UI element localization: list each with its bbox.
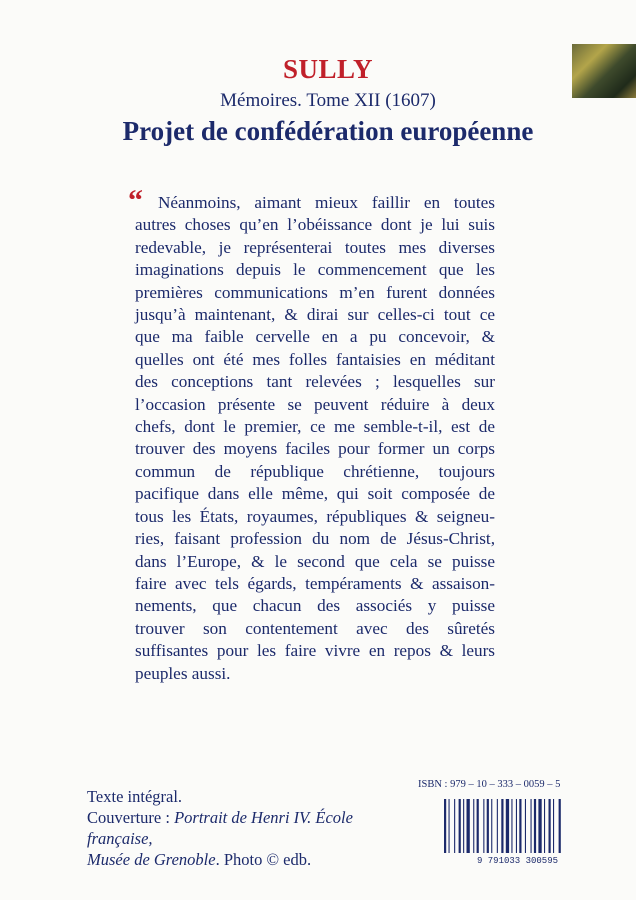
barcode-bar xyxy=(497,799,498,853)
quote-line: tous les États, royaumes, républiques & seigneu- xyxy=(135,506,495,526)
photo-credit: edb. xyxy=(283,850,312,869)
barcode-bar xyxy=(525,799,526,853)
barcode-digits: 9 791033 300595 xyxy=(476,856,559,865)
edition-note: Texte intégral. xyxy=(87,787,183,806)
quote-line: pacifique dans elle même, qui soit composée de xyxy=(135,484,495,504)
barcode-bar xyxy=(506,799,509,853)
quote-line: suffisantes pour les faire vivre en repos & leurs xyxy=(135,641,495,661)
cover-credit-line xyxy=(87,807,417,849)
quote-line: jusqu’à maintenant, & dirai sur celles-ci tout ce xyxy=(135,305,495,325)
quote-line: imaginations depuis le commencement que les xyxy=(135,260,495,280)
quote-line: ries, faisant profession du nom de Jésus-Christ, xyxy=(135,529,495,549)
quote-open-mark: “ xyxy=(128,184,143,217)
cover-work: Portrait de Henri IV. École française, xyxy=(87,808,353,848)
barcode-bar xyxy=(463,799,464,853)
cover-label: Couverture : xyxy=(87,808,170,827)
quote-line: nements, que chacun des associés y puisse xyxy=(135,596,495,616)
barcode-bar xyxy=(538,799,541,853)
barcode-bar xyxy=(501,799,503,853)
barcode-bar xyxy=(531,799,532,853)
quote-line: des conceptions tant relevées ; lesquelles sur xyxy=(135,372,495,392)
barcode-bar xyxy=(487,799,489,853)
isbn-text: ISBN : 979 – 10 – 333 – 0059 – 5 xyxy=(418,779,561,790)
barcode-bar xyxy=(491,799,492,853)
quote-text xyxy=(135,192,495,685)
quote-line: que ma faible cervelle en a pu concevoir, & xyxy=(135,327,495,347)
barcode-bar xyxy=(559,799,561,853)
quote-line: premières communications m’en furent données xyxy=(135,282,495,302)
quote-line: faire avec tels égards, tempéraments & assaison- xyxy=(135,573,495,593)
quote-line: peuples aussi. xyxy=(135,663,231,683)
quote-line: dans l’Europe, & le second que cela se puisse xyxy=(135,551,495,571)
museum-credit-line xyxy=(87,849,417,870)
book-subtitle: Mémoires. Tome XII (1607) xyxy=(220,90,436,111)
quote-line: trouver des moyens faciles pour former un corps xyxy=(135,439,495,459)
barcode-bar xyxy=(511,799,512,853)
cover-museum: Musée de Grenoble xyxy=(87,850,216,869)
author-name: SULLY xyxy=(282,54,374,84)
quote-line: l’occasion présente se peuvent réduire à deux xyxy=(135,394,495,414)
barcode-bar xyxy=(454,799,455,853)
book-title: Projet de confédération européenne xyxy=(122,116,534,146)
barcode-bar xyxy=(549,799,551,853)
credits-block xyxy=(87,786,417,870)
barcode-bar xyxy=(459,799,461,853)
barcode-bar xyxy=(534,799,536,853)
quote-line: autres choses qu’en l’obéissance dont je lui suis xyxy=(135,215,495,235)
barcode-bar xyxy=(519,799,521,853)
photo-label: . Photo © xyxy=(215,850,280,869)
barcode xyxy=(440,797,595,865)
quote-line: commun de république chrétienne, toujours xyxy=(135,461,495,481)
quote-line: Néanmoins, aimant mieux faillir en toutes xyxy=(158,193,495,212)
barcode-bar xyxy=(553,799,554,853)
barcode-bar xyxy=(477,799,479,853)
quote-line: chefs, dont le premier, ce me semble-t-il, est de xyxy=(135,417,495,437)
quote-line: trouver son contentement avec des sûretés xyxy=(135,618,495,638)
quote-line: quelles ont été mes folles fantaisies en méditant xyxy=(135,349,495,369)
quote-line: redevable, je représenterai toutes mes diverses xyxy=(135,237,495,257)
barcode-bar xyxy=(467,799,470,853)
barcode-bar xyxy=(516,799,517,853)
barcode-bar xyxy=(483,799,484,853)
barcode-bar xyxy=(449,799,450,853)
barcode-bar xyxy=(544,799,545,853)
barcode-bar xyxy=(444,799,446,853)
barcode-bar xyxy=(473,799,474,853)
